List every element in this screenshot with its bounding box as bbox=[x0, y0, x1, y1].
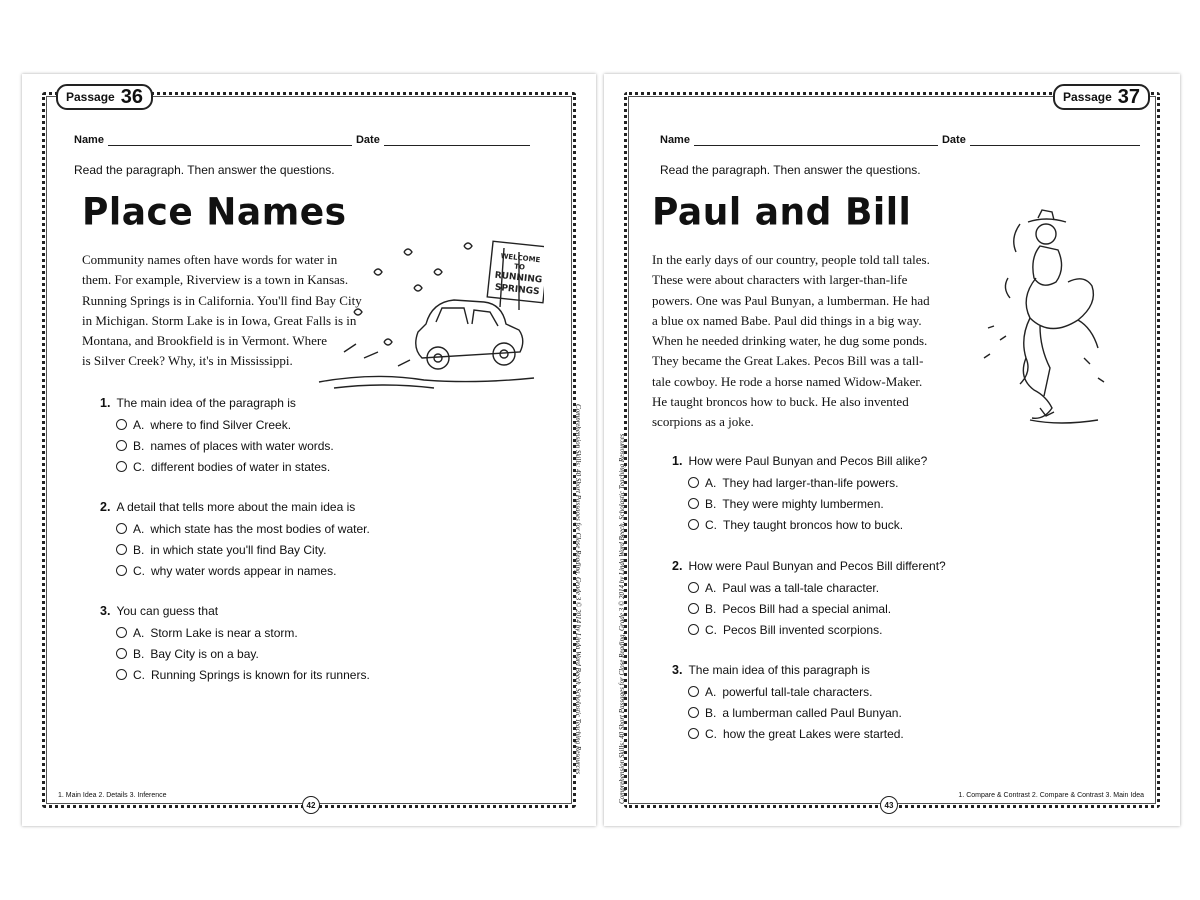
option-letter: A. bbox=[133, 417, 145, 432]
radio-circle[interactable] bbox=[116, 669, 127, 680]
answer-option[interactable] bbox=[116, 667, 370, 682]
paragraph-line: Running Springs is in California. You'll find Bay City bbox=[82, 292, 362, 308]
paragraph-line: These were about characters with larger-than-life bbox=[652, 272, 908, 288]
instructions: Read the paragraph. Then answer the questions. bbox=[660, 163, 921, 177]
option-text: which state has the most bodies of water. bbox=[150, 521, 370, 536]
radio-circle[interactable] bbox=[116, 565, 127, 576]
sign-text: SPRINGS bbox=[494, 282, 540, 298]
radio-circle[interactable] bbox=[688, 519, 699, 530]
answer-option[interactable] bbox=[688, 496, 927, 511]
book-spread bbox=[22, 74, 1180, 826]
page-number: 43 bbox=[880, 796, 898, 814]
date-field[interactable] bbox=[384, 135, 530, 146]
skills-footer: 1. Compare & Contrast 2. Compare & Contrast 3. Main Idea bbox=[958, 792, 1144, 799]
paragraph-line: When he needed drinking water, he dug some ponds. bbox=[652, 333, 928, 349]
answer-option[interactable] bbox=[688, 580, 946, 595]
question-number: 1. bbox=[672, 454, 683, 468]
answer-option[interactable] bbox=[116, 625, 370, 640]
question-1 bbox=[100, 396, 334, 480]
passage-label: Passage bbox=[66, 90, 115, 104]
copyright-credit: Comprehension Skills: 40 Short Passages for Close Reading, Grade 3 © 2014 by Linda Ward Beech, Scholastic Teaching Resources bbox=[618, 433, 626, 804]
copyright-credit: Comprehension Skills: 40 Short Passages for Close Reading, Grade 3 © 2014 by Linda Ward Beech, Scholastic Teaching Resources bbox=[574, 404, 582, 775]
question-number: 2. bbox=[672, 559, 683, 573]
answer-option[interactable] bbox=[116, 459, 334, 474]
passage-paragraph bbox=[652, 250, 972, 433]
option-letter: B. bbox=[705, 496, 717, 511]
cowboy-on-bronco-illustration bbox=[980, 208, 1120, 438]
option-letter: C. bbox=[705, 517, 717, 532]
sign-text: RUNNING bbox=[494, 270, 543, 286]
option-letter: C. bbox=[705, 726, 717, 741]
answer-option[interactable] bbox=[116, 563, 370, 578]
paragraph-line: a blue ox named Babe. Paul did things in a big way. bbox=[652, 312, 922, 328]
option-text: Bay City is on a bay. bbox=[150, 646, 259, 661]
question-stem: You can guess that bbox=[116, 604, 219, 618]
option-letter: B. bbox=[133, 438, 145, 453]
answer-option[interactable] bbox=[116, 521, 370, 536]
option-text: different bodies of water in states. bbox=[151, 459, 331, 474]
answer-option[interactable] bbox=[116, 417, 334, 432]
paragraph-line: He taught broncos how to buck. He also invented bbox=[652, 394, 909, 410]
radio-circle[interactable] bbox=[688, 498, 699, 509]
paragraph-line: is Silver Creek? Why, it's in Mississippi. bbox=[82, 353, 293, 369]
answer-option[interactable] bbox=[116, 542, 370, 557]
question-3 bbox=[100, 604, 370, 688]
passage-tab bbox=[56, 84, 153, 110]
answer-option[interactable] bbox=[688, 475, 927, 490]
date-label: Date bbox=[941, 134, 966, 146]
answer-option[interactable] bbox=[688, 517, 927, 532]
option-text: how the great Lakes were started. bbox=[723, 726, 904, 741]
option-letter: C. bbox=[133, 459, 145, 474]
paragraph-line: in Michigan. Storm Lake is in Iowa, Great Falls is in bbox=[82, 312, 357, 328]
passage-number: 36 bbox=[120, 85, 143, 108]
car-in-rain-illustration bbox=[314, 232, 544, 402]
paragraph-line: scorpions as a joke. bbox=[652, 414, 754, 430]
sign-text: TO bbox=[513, 262, 526, 272]
passage-title: Place Names bbox=[82, 190, 347, 235]
option-text: They were mighty lumbermen. bbox=[722, 496, 884, 511]
passage-title: Paul and Bill bbox=[652, 190, 912, 235]
option-letter: C. bbox=[705, 622, 717, 637]
paragraph-line: In the early days of our country, people told tall tales. bbox=[652, 252, 930, 267]
question-stem: The main idea of this paragraph is bbox=[688, 663, 870, 677]
option-text: They taught broncos how to buck. bbox=[723, 517, 904, 532]
option-letter: B. bbox=[705, 601, 717, 616]
date-label: Date bbox=[355, 134, 380, 146]
option-letter: A. bbox=[705, 580, 717, 595]
radio-circle[interactable] bbox=[688, 686, 699, 697]
answer-option[interactable] bbox=[688, 622, 946, 637]
name-date-row bbox=[660, 134, 1144, 146]
answer-option[interactable] bbox=[688, 684, 904, 699]
option-text: in which state you'll find Bay City. bbox=[150, 542, 327, 557]
name-date-row bbox=[74, 134, 534, 146]
question-2 bbox=[100, 500, 370, 584]
option-text: They had larger-than-life powers. bbox=[722, 475, 899, 490]
question-stem: How were Paul Bunyan and Pecos Bill alike? bbox=[688, 454, 928, 468]
option-letter: B. bbox=[133, 542, 145, 557]
passage-number: 37 bbox=[1117, 85, 1140, 108]
question-number: 3. bbox=[672, 663, 683, 677]
answer-option[interactable] bbox=[688, 726, 904, 741]
option-text: powerful tall-tale characters. bbox=[722, 684, 873, 699]
question-stem: The main idea of the paragraph is bbox=[116, 396, 296, 410]
radio-circle[interactable] bbox=[688, 603, 699, 614]
answer-option[interactable] bbox=[116, 438, 334, 453]
option-text: a lumberman called Paul Bunyan. bbox=[722, 705, 902, 720]
radio-circle[interactable] bbox=[116, 461, 127, 472]
radio-circle[interactable] bbox=[116, 440, 127, 451]
option-letter: B. bbox=[705, 705, 717, 720]
option-text: Pecos Bill invented scorpions. bbox=[723, 622, 883, 637]
option-letter: A. bbox=[133, 521, 145, 536]
sign-text: WELCOME bbox=[500, 252, 541, 265]
question-number: 1. bbox=[100, 396, 111, 410]
name-label: Name bbox=[660, 134, 690, 146]
radio-circle[interactable] bbox=[116, 648, 127, 659]
option-text: Paul was a tall-tale character. bbox=[722, 580, 880, 595]
option-letter: A. bbox=[705, 684, 717, 699]
paragraph-line: tale cowboy. He rode a horse named Widow-Maker. bbox=[652, 373, 923, 389]
answer-option[interactable] bbox=[116, 646, 370, 661]
radio-circle[interactable] bbox=[688, 582, 699, 593]
answer-option[interactable] bbox=[688, 601, 946, 616]
question-number: 3. bbox=[100, 604, 111, 618]
radio-circle[interactable] bbox=[116, 523, 127, 534]
option-letter: A. bbox=[705, 475, 717, 490]
page-left bbox=[22, 74, 596, 826]
paragraph-line: They became the Great Lakes. Pecos Bill was a tall- bbox=[652, 353, 924, 369]
name-field[interactable] bbox=[108, 135, 352, 146]
radio-circle[interactable] bbox=[688, 707, 699, 718]
option-letter: B. bbox=[133, 646, 145, 661]
name-field[interactable] bbox=[694, 135, 938, 146]
question-3 bbox=[672, 663, 904, 747]
question-1 bbox=[672, 454, 927, 538]
question-number: 2. bbox=[100, 500, 111, 514]
paragraph-line: powers. One was Paul Bunyan, a lumberman. He had bbox=[652, 292, 930, 308]
option-text: where to find Silver Creek. bbox=[150, 417, 292, 432]
option-letter: A. bbox=[133, 625, 145, 640]
instructions: Read the paragraph. Then answer the questions. bbox=[74, 163, 335, 177]
radio-circle[interactable] bbox=[688, 728, 699, 739]
name-label: Name bbox=[74, 134, 104, 146]
question-stem: A detail that tells more about the main idea is bbox=[116, 500, 356, 514]
paragraph-line: them. For example, Riverview is a town in Kansas. bbox=[82, 272, 349, 288]
radio-circle[interactable] bbox=[116, 627, 127, 638]
radio-circle[interactable] bbox=[116, 419, 127, 430]
page-number: 42 bbox=[302, 796, 320, 814]
option-text: Pecos Bill had a special animal. bbox=[722, 601, 892, 616]
question-2 bbox=[672, 559, 946, 643]
option-text: names of places with water words. bbox=[150, 438, 334, 453]
skills-footer: 1. Main Idea 2. Details 3. Inference bbox=[58, 792, 167, 799]
paragraph-line: Montana, and Brookfield is in Vermont. Where bbox=[82, 333, 328, 349]
passage-label: Passage bbox=[1063, 90, 1112, 104]
page-right bbox=[604, 74, 1180, 826]
option-text: why water words appear in names. bbox=[151, 563, 337, 578]
paragraph-line: Community names often have words for water in bbox=[82, 252, 338, 267]
answer-option[interactable] bbox=[688, 705, 904, 720]
option-letter: C. bbox=[133, 563, 145, 578]
date-field[interactable] bbox=[970, 135, 1140, 146]
radio-circle[interactable] bbox=[116, 544, 127, 555]
radio-circle[interactable] bbox=[688, 624, 699, 635]
option-letter: C. bbox=[133, 667, 145, 682]
passage-tab bbox=[1053, 84, 1150, 110]
option-text: Storm Lake is near a storm. bbox=[150, 625, 298, 640]
option-text: Running Springs is known for its runners. bbox=[151, 667, 370, 682]
radio-circle[interactable] bbox=[688, 477, 699, 488]
question-stem: How were Paul Bunyan and Pecos Bill different? bbox=[688, 559, 946, 573]
